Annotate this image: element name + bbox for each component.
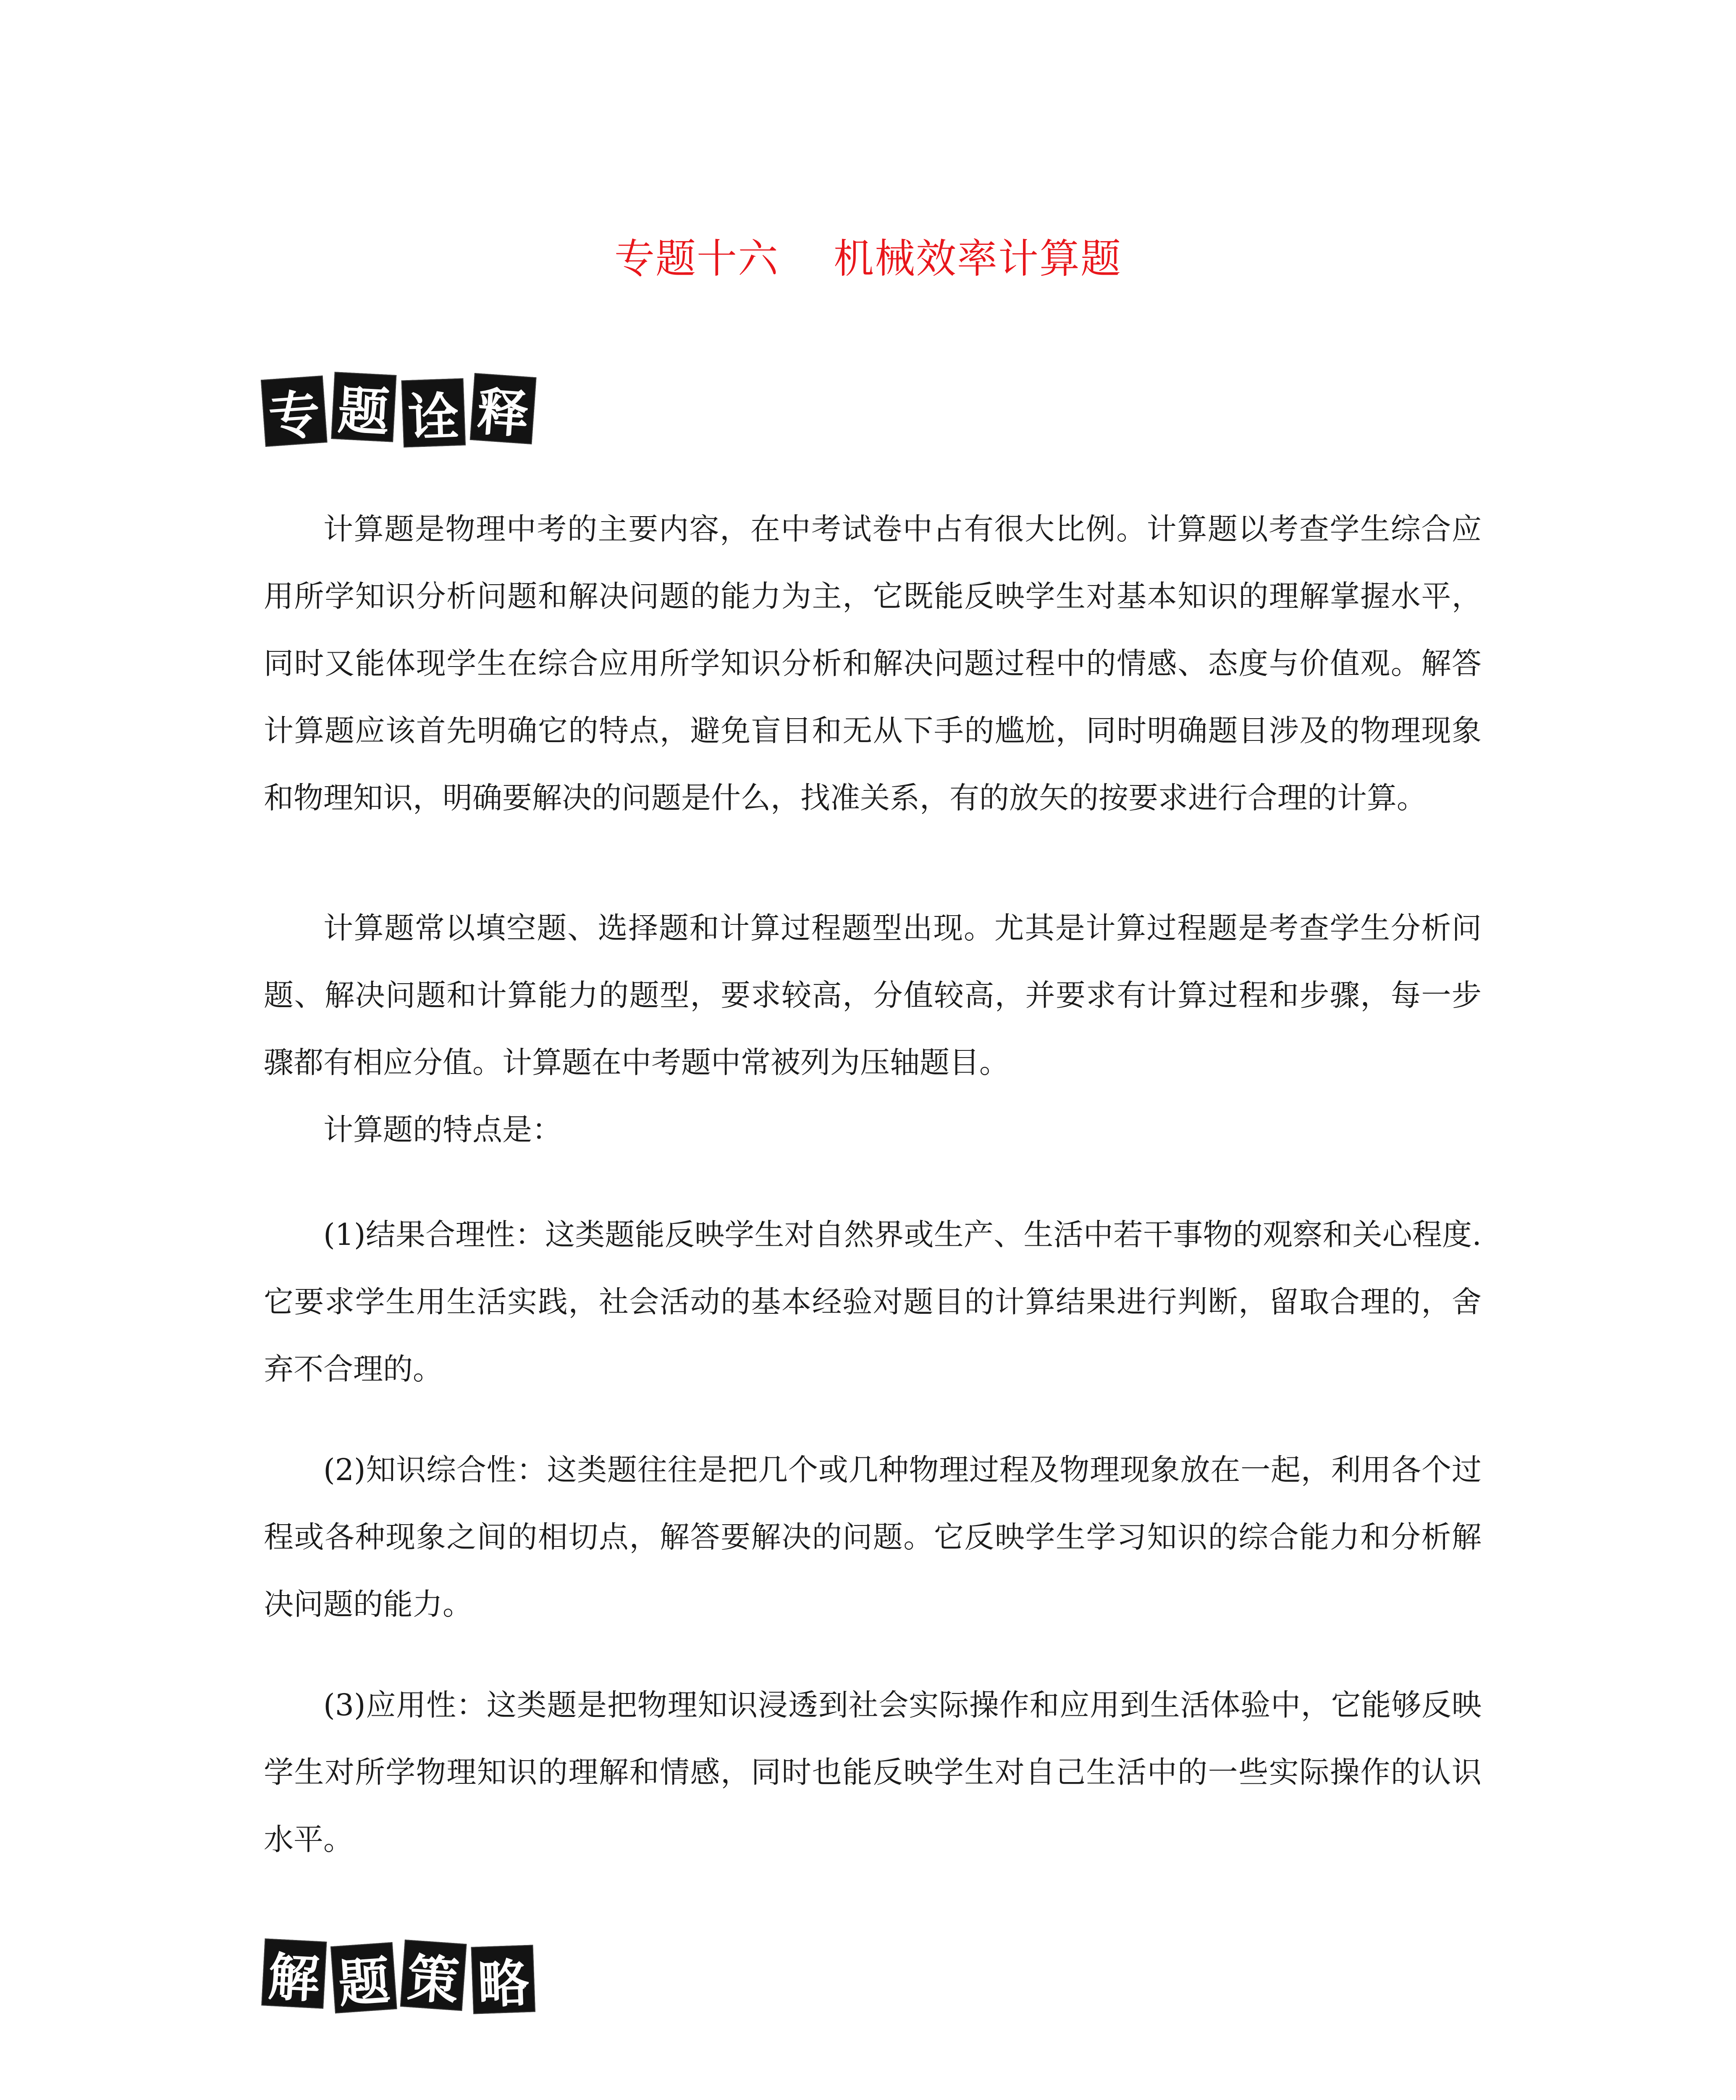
banner-char: 解 — [261, 1938, 327, 2009]
paragraph-feature-2: (2)知识综合性：这类题往往是把几个或几种物理过程及物理现象放在一起，利用各个过程或各种现象之间的相切点，解答要解决的问题。它反映学生学习知识的综合能力和分析解决问题的能力。 — [264, 1452, 1482, 1622]
banner-char: 策 — [400, 1940, 467, 2011]
paragraph-types: 计算题常以填空题、选择题和计算过程题型出现。尤其是计算过程题是考查学生分析问题、解决问题和计算能力的题型，要求较高，分值较高，并要求有计算过程和步骤，每一步骤都有相应分值。计算题在中考题中常被列为压轴题目。 — [264, 911, 1482, 1080]
section-banner-explanation — [263, 370, 542, 449]
paragraph-intro: 计算题是物理中考的主要内容，在中考试卷中占有很大比例。计算题以考查学生综合应用所学知识分析问题和解决问题的能力为主，它既能反映学生对基本知识的理解掌握水平，同时又能体现学生在综合应用所学知识分析和解决问题过程中的情感、态度与价值观。解答计算题应该首先明确它的特点，避免盲目和无从下手的尴尬，同时明确题目涉及的物理现象和物理知识，明确要解决的问题是什么，找准关系，有的放矢的按要求进行合理的计算。 — [264, 512, 1482, 815]
banner-char: 略 — [471, 1945, 535, 2014]
banner-char: 诠 — [401, 378, 466, 447]
banner-char: 题 — [330, 1942, 397, 2013]
paragraph-steps-heading — [264, 2087, 1482, 2100]
banner-char: 释 — [470, 373, 537, 444]
paragraph-feature-1: (1)结果合理性：这类题能反映学生对自然界或生产、生活中若干事物的观察和关心程度.它要求学生用生活实践，社会活动的基本经验对题目的计算结果进行判断，留取合理的，舍弃不合理的。 — [264, 1217, 1482, 1386]
banner-char: 专 — [261, 375, 328, 447]
page-title: 专题十六 机械效率计算题 — [614, 235, 1122, 282]
paragraph-features-heading: 计算题的特点是： — [323, 1112, 562, 1147]
paragraph-feature-3: (3)应用性：这类题是把物理知识浸透到社会实际操作和应用到生活体验中，它能够反映学生对所学物理知识的理解和情感，同时也能反映学生对自己生活中的一些实际操作的认识水平。 — [264, 1688, 1482, 1857]
section-banner-strategy — [263, 1936, 542, 2016]
banner-char: 题 — [331, 372, 396, 442]
